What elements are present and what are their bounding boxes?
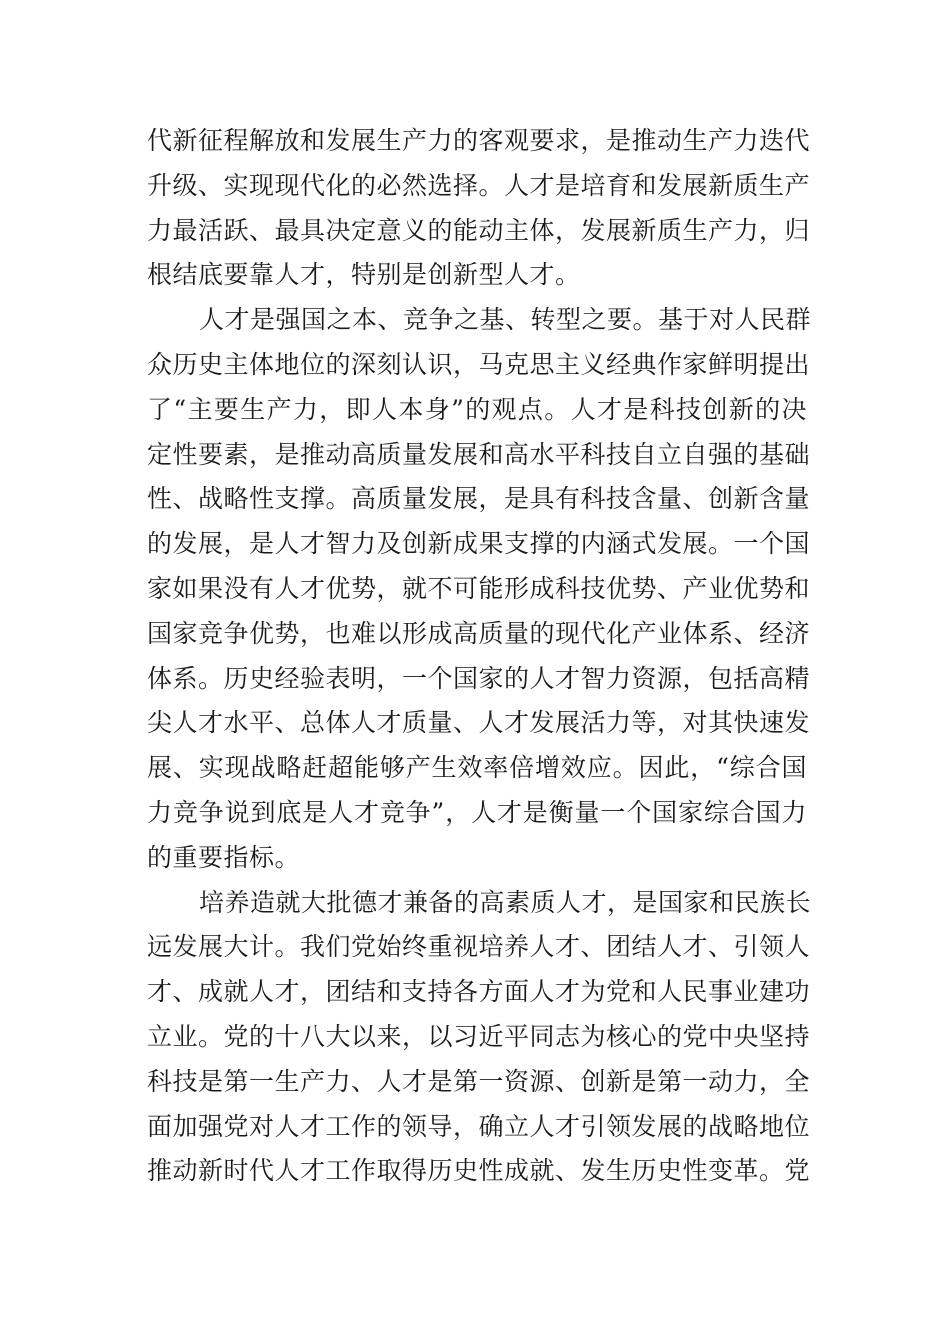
text-line: 人才是强国之本、竞争之基、转型之要。基于对人民群 [199,305,812,335]
text-line: 根结底要靠人才，特别是创新型人才。 [147,260,581,290]
text-line: 远发展大计。我们党始终重视培养人才、团结人才、引领人 [147,932,811,962]
text-line: 的重要指标。 [147,842,301,872]
text-line: 了“主要生产力，即人本身”的观点。人才是科技创新的决 [147,394,807,424]
text-line: 才、成就人才，团结和支持各方面人才为党和人民事业建功 [147,977,811,1007]
text-line: 展、实现战略赶超能够产生效率倍增效应。因此，“综合国 [147,753,807,783]
text-line: 推动新时代人才工作取得历史性成就、发生历史性变革。党 [147,1156,811,1186]
text-line: 科技是第一生产力、人才是第一资源、创新是第一动力，全 [147,1066,811,1096]
text-line: 力最活跃、最具决定意义的能动主体，发展新质生产力，归 [147,215,811,245]
text-line: 代新征程解放和发展生产力的客观要求，是推动生产力迭代 [147,126,811,155]
text-line: 体系。历史经验表明，一个国家的人才智力资源，包括高精 [147,663,811,693]
text-line: 力竞争说到底是人才竞争”，人才是衡量一个国家综合国力 [147,797,807,827]
text-line: 国家竞争优势，也难以形成高质量的现代化产业体系、经济 [147,618,811,648]
text-line: 家如果没有人才优势，就不可能形成科技优势、产业优势和 [147,573,811,603]
text-line: 培养造就大批德才兼备的高素质人才，是国家和民族长 [199,887,812,917]
text-line: 升级、实现现代化的必然选择。人才是培育和发展新质生产 [147,170,811,200]
text-line: 尖人才水平、总体人才质量、人才发展活力等，对其快速发 [147,708,811,738]
text-line: 众历史主体地位的深刻认识，马克思主义经典作家鲜明提出 [147,349,811,379]
text-line: 性、战略性支撑。高质量发展，是具有科技含量、创新含量 [147,484,811,514]
text-line: 的发展，是人才智力及创新成果支撑的内涵式发展。一个国 [147,529,811,559]
body-text [147,119,812,1194]
text-line: 立业。党的十八大以来，以习近平同志为核心的党中央坚持 [147,1021,811,1051]
text-line: 定性要素，是推动高质量发展和高水平科技自立自强的基础 [147,439,811,469]
text-line: 面加强党对人才工作的领导，确立人才引领发展的战略地位 [147,1111,811,1141]
